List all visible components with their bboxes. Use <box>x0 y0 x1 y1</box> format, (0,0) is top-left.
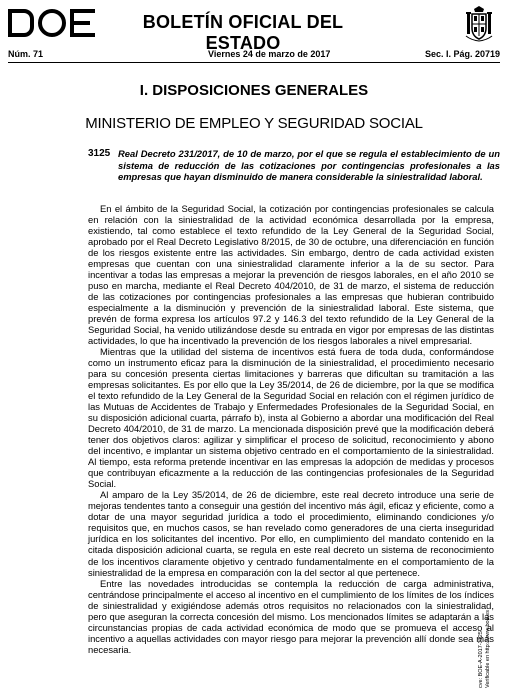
document-body <box>88 203 494 655</box>
issue-number: Núm. 71 <box>8 49 44 59</box>
spanish-coat-of-arms-icon <box>463 6 495 42</box>
boe-logo <box>8 7 101 39</box>
verification-link[interactable]: Verificable en http://www.boe.es <box>485 610 491 688</box>
issue-date: Viernes 24 de marzo de 2017 <box>208 49 331 59</box>
issue-meta-line <box>8 49 500 63</box>
verification-note <box>478 610 492 688</box>
header-divider <box>8 62 500 63</box>
page-header <box>0 0 508 53</box>
logo-letter-b <box>8 9 34 37</box>
body-paragraph: Mientras que la utilidad del sistema de incentivos está fuera de toda duda, conformándose como un instrumento eficaz para la disminución de la siniestralidad, el procedimiento necesario para su concesión presenta ciertas limitaciones y barreras que dificultan su tramitación a las empresas solicitantes. Es por ello que la Ley 35/2014, de 26 de diciembre, por la que se modifica el texto refundido de la Ley General de la Seguridad Social en relación con el régimen jurídico de las Mutuas de Accidentes de Trabajo y Enfermedades Profesionales de la Seguridad Social, en su disposición adicional cuarta, párrafo b), insta al Gobierno a abordar una modificación del Real Decreto 404/2010, de 31 de marzo. La mencionada disposición prevé que la modificación deberá tener dos objetivos claros: agilizar y simplificar el proceso de solicitud, reconocimiento y abono del incentivo, e implantar un sistema objetivo centrado en el comportamiento de la siniestralidad. Al tiempo, esta reforma pretende incentivar en las empresas la adopción de medidas y procesos que contribuyan eficazmente a la reducción de las contingencias profesionales de la Seguridad Social. <box>88 346 494 490</box>
section-page: Sec. I. Pág. 20719 <box>424 49 500 59</box>
body-paragraph: Al amparo de la Ley 35/2014, de 26 de diciembre, este real decreto introduce una serie de mejoras tendentes tanto a conseguir una gestión del incentivo más ágil, eficaz y eficiente, como a dotar de una mayor seguridad jurídica a todo el procedimiento, eliminando condiciones y/o requisitos que, en muchos casos, se han revelado como generadores de una cierta inseguridad jurídica en los solicitantes del incentivo. Por ello, en cumplimiento del mandato contenido en la citada disposición adicional cuarta, se regula en este real decreto un sistema de reconocimiento de los incentivos claramente objetivo y centrado fundamentalmente en el comportamiento de la siniestralidad de la empresa en comparación con la del sector al que pertenece. <box>88 489 494 578</box>
section-title: I. DISPOSICIONES GENERALES <box>139 82 369 99</box>
document-summary: Real Decreto 231/2017, de 10 de marzo, por el que se regula el establecimiento de un sistema de reducción de las cotizaciones por contingencias profesionales a las empresas que hayan disminuido de manera considerable la siniestralidad laboral. <box>118 148 500 182</box>
ministry-title: MINISTERIO DE EMPLEO Y SEGURIDAD SOCIAL <box>85 115 423 132</box>
logo-letter-e <box>70 9 95 37</box>
document-number: 3125 <box>88 148 111 159</box>
logo-letter-o <box>38 9 66 37</box>
cve-code: cve: BOE-A-2017-3125 <box>478 631 484 688</box>
publication-title: BOLETÍN OFICIAL DEL ESTADO <box>142 12 344 53</box>
body-paragraph: Entre las novedades introducidas se contempla la reducción de carga administrativa, centrándose principalmente el acceso al incentivo en el cumplimiento de los límites de los índices de siniestralidad y exigiéndose además otros requisitos no relacionados con la siniestralidad, pero que aseguran la correcta concesión del mismo. Los mencionados límites se adaptarán a las circunstancias propias de cada actividad económica de modo que se promueva el acceso al incentivo a aquellas actividades con mayor riesgo para mejorar la prevención allí donde sea más necesaria. <box>88 577 494 655</box>
body-paragraph: En el ámbito de la Seguridad Social, la cotización por contingencias profesionales se calcula en relación con la siniestralidad de la actividad económica desarrollada por la empresa, existiendo, tal como establece el texto refundido de la Ley General de la Seguridad Social, aprobado por el Real Decreto Legislativo 8/2015, de 30 de octubre, una diferenciación en función de los riesgos existente entre las actividades. Sin embargo, dentro de cada actividad existen empresas que cuentan con una siniestralidad claramente inferior a la de su sector. Para incentivar a todas las empresas a mejorar la prevención de riesgos laborales, en el año 2010 se puso en marcha, mediante el Real Decreto 404/2010, de 31 de marzo, el sistema de reducción de las cotizaciones por contingencias profesionales a las empresas que hubieran contribuido especialmente a la disminución y prevención de la siniestralidad laboral. Este sistema, que prevén de forma expresa los artículos 97.2 y 146.3 del texto refundido de la Ley General de la Seguridad Social, ha venido utilizándose desde su entrada en vigor por empresas de las distintas actividades, lo que ha incentivado la prevención de los riesgos laborales a nivel empresarial. <box>88 203 494 347</box>
